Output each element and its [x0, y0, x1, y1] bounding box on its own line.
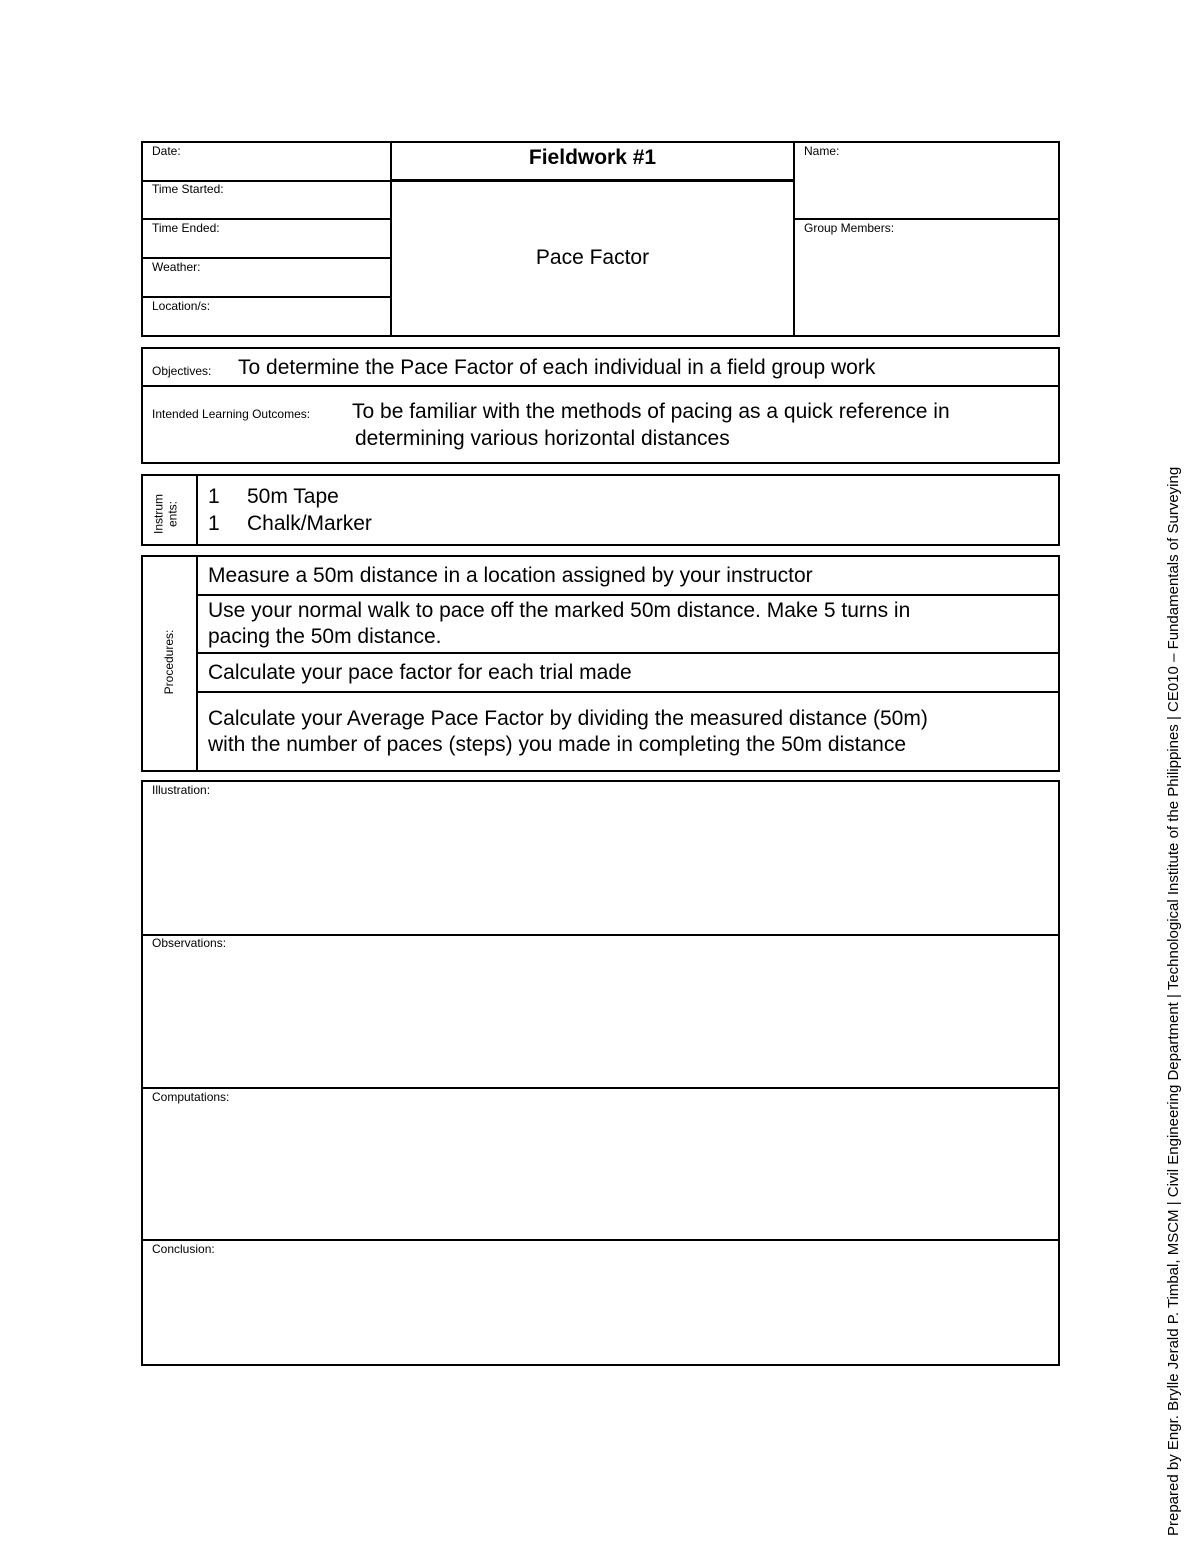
procedure-step: Calculate your pace factor for each trial made [208, 661, 632, 684]
instrument-qty: 1 [208, 485, 220, 508]
location-label: Location/s: [152, 299, 211, 313]
procedure-step: Calculate your Average Pace Factor by dividing the measured distance (50m) with the number of paces (steps) you made in completing the 50m distance [208, 707, 928, 756]
procedures-label: Procedures: [162, 629, 176, 695]
time-started-label: Time Started: [152, 182, 224, 196]
computations-label: Computations: [152, 1090, 230, 1104]
outcomes-line-2: determining various horizontal distances [355, 427, 730, 450]
form-subtitle: Pace Factor [535, 246, 650, 269]
instrument-item [208, 511, 372, 537]
weather-label: Weather: [152, 260, 201, 274]
date-label: Date: [152, 144, 181, 158]
time-ended-label: Time Ended: [152, 221, 220, 235]
procedure-step: Measure a 50m distance in a location assigned by your instructor [208, 564, 813, 587]
instruments-label: Instrum ents: [151, 494, 180, 535]
answer-block [141, 780, 1060, 1366]
procedure-step: Use your normal walk to pace off the marked 50m distance. Make 5 turns in pacing the 50m distance. [208, 599, 911, 648]
instrument-item [208, 484, 339, 510]
conclusion-label: Conclusion: [152, 1242, 215, 1256]
objectives-text: To determine the Pace Factor of each individual in a field group work [238, 356, 876, 379]
instrument-name: Chalk/Marker [247, 512, 372, 535]
illustration-label: Illustration: [152, 783, 211, 797]
observations-label: Observations: [152, 936, 227, 950]
outcomes-label: Intended Learning Outcomes: [152, 407, 311, 421]
instrument-qty: 1 [208, 512, 220, 535]
instrument-name: 50m Tape [247, 485, 339, 508]
prepared-by-note: Prepared by Engr. Brylle Jerald P. Timbal, MSCM | Civil Engineering Department | Technological Institute of the Philippines | CE010 – Fundamentals of Surveying [1165, 466, 1182, 1536]
outcomes-line-1: To be familiar with the methods of pacing as a quick reference in [352, 400, 950, 423]
header-block [141, 141, 1060, 337]
objectives-label: Objectives: [152, 364, 212, 378]
form-title: Fieldwork #1 [528, 146, 657, 169]
name-label: Name: [804, 144, 840, 158]
group-members-label: Group Members: [804, 221, 895, 235]
